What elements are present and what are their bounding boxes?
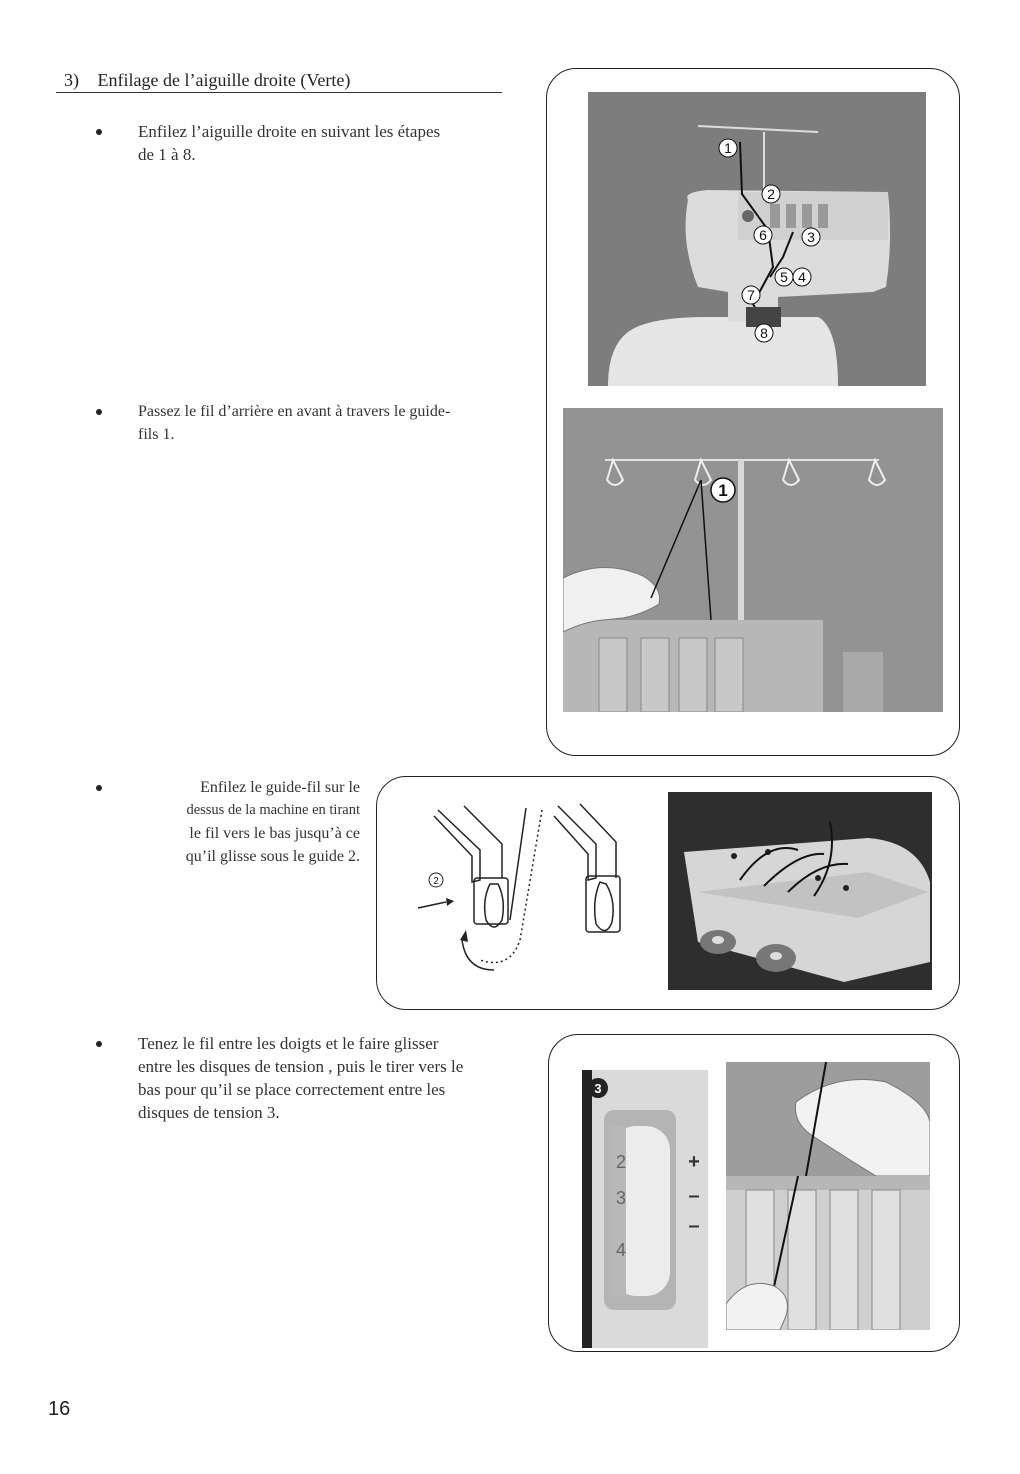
text-line: bas pour qu’il se place correctement entre les <box>138 1080 446 1099</box>
plus-sign: + <box>688 1151 700 1173</box>
step-2 <box>96 400 516 450</box>
bullet-dot <box>96 1041 102 1047</box>
bullet-dot <box>96 409 102 415</box>
callout-4: 4 <box>798 269 806 285</box>
callout-7: 7 <box>747 287 755 303</box>
step-1-text <box>138 120 440 166</box>
dial-number-3: 3 <box>616 1188 627 1208</box>
callout-8: 8 <box>760 325 768 341</box>
step-4 <box>96 1032 526 1132</box>
text-line: dessus de la machine en tirant <box>186 802 360 818</box>
text-line: Passez le fil d’arrière en avant à travers le guide- <box>138 403 451 420</box>
text-line: Enfilez l’aiguille droite en suivant les étapes <box>138 122 441 141</box>
callout-5: 5 <box>780 269 788 285</box>
step-3-text <box>148 776 360 868</box>
section-number: 3) <box>64 70 79 90</box>
text-line: disques de tension 3. <box>138 1103 280 1122</box>
step-1 <box>96 120 516 170</box>
text-line: le fil vers le bas jusqu’à ce <box>189 825 360 842</box>
minus-sign: – <box>688 1215 700 1237</box>
tension-dial-photo <box>582 1070 708 1348</box>
text-line: de 1 à 8. <box>138 145 196 164</box>
machine-top-photo <box>668 792 932 990</box>
text-line: Enfilez le guide-fil sur le <box>200 779 360 796</box>
callout-3: 3 <box>807 229 815 245</box>
callout-2: 2 <box>767 186 775 202</box>
minus-sign: – <box>688 1185 700 1207</box>
dial-number-4: 4 <box>616 1240 627 1260</box>
guide-diagram <box>410 800 650 980</box>
dial-number-2: 2 <box>616 1152 627 1172</box>
text-line: Tenez le fil entre les doigts et le faire glisser <box>138 1034 439 1053</box>
thread-guide-photo <box>563 408 943 712</box>
bullet-dot <box>96 785 102 791</box>
callout-1: 1 <box>718 481 728 500</box>
step-2-text <box>138 400 450 446</box>
callout-2: 2 <box>433 876 439 887</box>
callout-6: 6 <box>759 227 767 243</box>
text-line: entre les disques de tension , puis le tirer vers le <box>138 1057 464 1076</box>
callout-3: 3 <box>594 1081 602 1096</box>
text-line: qu’il glisse sous le guide 2. <box>185 848 360 865</box>
callout-1: 1 <box>724 140 732 156</box>
hand-upper-photo <box>726 1062 930 1176</box>
step-3 <box>96 776 376 876</box>
page-number: 16 <box>48 1398 71 1420</box>
tension-dials-row-photo <box>726 1176 930 1330</box>
bullet-dot <box>96 129 102 135</box>
step-4-text <box>138 1032 463 1124</box>
section-heading <box>56 68 502 93</box>
text-line: fils 1. <box>138 426 175 443</box>
machine-overview-photo <box>588 92 926 386</box>
section-title: Enfilage de l’aiguille droite (Verte) <box>97 70 351 90</box>
